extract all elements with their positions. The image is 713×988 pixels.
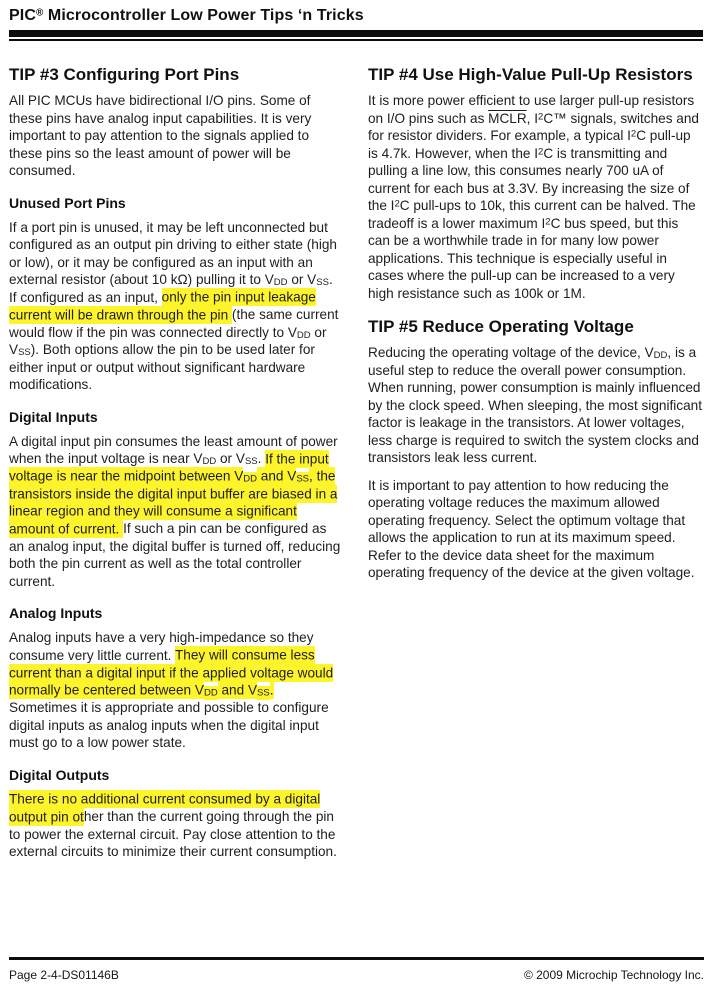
right-column (368, 64, 703, 871)
tip4-heading: TIP #4 Use High-Value Pull-Up Resistors (368, 65, 693, 84)
two-column-content (0, 41, 713, 871)
digital-inputs-paragraph: A digital input pin consumes the least amount of power when the input voltage is near $V_{DD}$ or $V_{SS}$. If the input voltage is near the midpoint between $V_{DD}$ and $V_{SS}$, the transistors inside the digital input buffer are biased in a linear region and they will consume a significant amount of current. If such a pin can be configured as an analog input, the digital buffer is turned off, reducing both the pin current as well as the total controller current. (9, 433, 341, 589)
tip5-paragraph-1: Reducing the operating voltage of the device, $V_{DD}$, is a useful step to reduce the overall power consumption. When running, power consumption is mainly influenced by the clock speed. When sleeping, the most significant factor is leakage in the transistors. At lower voltages, less charge is required to switch the system clocks and transistors leak less current. (368, 345, 702, 465)
analog-inputs-heading: Analog Inputs (9, 605, 103, 621)
footer-rule (9, 957, 704, 960)
document-title: PIC® Microcontroller Low Power Tips ‘n Tricks (9, 7, 364, 24)
digital-outputs-paragraph: There is no additional current consumed by a digital output pin other than the current going through the pin to power the external circuit. Pay close attention to the external circuits to minimize their current consumption. (9, 791, 337, 859)
left-column (9, 64, 344, 871)
unused-port-pins-paragraph: If a port pin is unused, it may be left unconnected but configured as an output pin driving to either state (high or low), or it may be configured as an input with an external resistor (about 10 kΩ) pulling it to $V_{DD}$ or $V_{SS}$. If configured as an input, only the pin input leakage current will be drawn through the pin (the same current would flow if the pin was connected directly to $V_{DD}$ or $V_{SS}$). Both options allow the pin to be used later for either input or output without significant hardware modifications. (9, 219, 339, 392)
tip3-intro-paragraph: All PIC MCUs have bidirectional I/O pins. Some of these pins have analog input capabilities. It is very important to pay attention to the signals applied to these pins so the least amount of power will be consumed. (9, 93, 312, 178)
tip3-heading: TIP #3 Configuring Port Pins (9, 65, 240, 84)
digital-inputs-heading: Digital Inputs (9, 408, 98, 425)
page-footer (0, 957, 713, 982)
tip5-heading: TIP #5 Reduce Operating Voltage (368, 317, 634, 336)
copyright-notice: © 2009 Microchip Technology Inc. (523, 968, 704, 982)
footer-row (9, 968, 704, 982)
page-header (0, 0, 713, 41)
unused-port-pins-heading: Unused Port Pins (9, 194, 126, 211)
page-number: Page 2-4-DS01146B (9, 968, 119, 982)
header-rule-thick (9, 30, 703, 37)
tip5-paragraph-2: It is important to pay attention to how reducing the operating voltage reduces the maximum allowed operating frequency. Select the optimum voltage that allows the application to run at its maximum speed. Refer to the device data sheet for the maximum operating frequency of the device at the given voltage. (368, 477, 695, 580)
tip4-paragraph: It is more power efficient to use larger pull-up resistors on I/O pins such as MCLR, $I^2C™$ signals, switches and for resistor dividers. For example, a typical $I^2C$ pull-up is 4.7k. However, when the $I^2C$ is transmitting and pulling a line low, this consumes nearly 700 uA of current for each bus at 3.3V. By increasing the size of the $I^2C$ pull-ups to 10k, this current can be halved. The tradeoff is a lower maximum $I^2C$ bus speed, but this can be a worthwhile trade in for many low power applications. This technique is especially useful in cases where the pull-up can be increased to a very high resistance such as 100k or 1M. (368, 93, 699, 301)
digital-outputs-heading: Digital Outputs (9, 766, 110, 783)
analog-inputs-paragraph: Analog inputs have a very high-impedance so they consume very little current. They will consume less current than a digital input if the applied voltage would normally be centered between $V_{DD}$ and $V_{SS}$. Sometimes it is appropriate and possible to configure digital inputs as analog inputs when the digital input must go to a low power state. (9, 630, 334, 750)
